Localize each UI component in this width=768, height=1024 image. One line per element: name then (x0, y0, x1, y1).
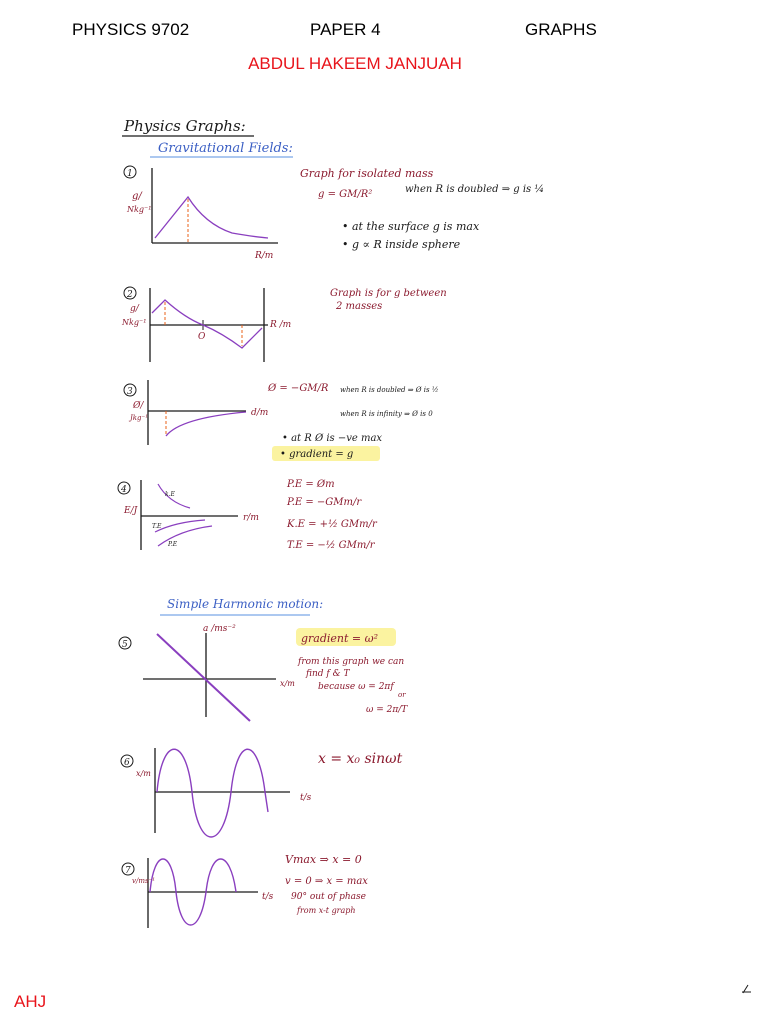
graph-6-curve (157, 749, 268, 837)
graph-1-curve (155, 197, 268, 238)
graph-5-note-6: ω = 2π/T (366, 705, 408, 715)
graph-5-xlabel: x/m (280, 679, 295, 688)
graph-2-note-2: 2 masses (336, 301, 383, 312)
graph-7-number: 7 (125, 866, 131, 876)
graph-2-ylabel: g/ (130, 304, 139, 314)
graph-5-note-5: or (398, 691, 406, 699)
graph-3 (124, 380, 439, 461)
graph-6-xlabel: t/s (300, 793, 312, 803)
graph-1-ylabel: g/ (132, 191, 142, 202)
graph-7-note-4: from x-t graph (297, 906, 356, 915)
graph-4 (118, 479, 378, 551)
graph-1-note-1: Graph for isolated mass (300, 167, 434, 180)
graph-5-note-4: because ω = 2πf (318, 682, 394, 692)
graph-3-xlabel: d/m (251, 408, 269, 418)
graph-5-note-1: gradient = ω² (301, 632, 379, 645)
graph-2-note-1: Graph is for g between (330, 288, 447, 299)
graph-5-ylabel: a /ms⁻² (203, 624, 236, 634)
graph-3-note-3: when R is infinity ⇒ Ø is 0 (340, 410, 433, 418)
graph-6-note-1: x = x₀ sinωt (318, 751, 403, 767)
graph-4-note-1: P.E = Øm (287, 479, 335, 490)
graph-3-yunit: Jkg⁻¹ (130, 414, 149, 422)
graph-4-note-3: K.E = +½ GMm/r (287, 519, 377, 530)
section-shm: Simple Harmonic motion: (167, 597, 324, 611)
graph-5-line (157, 634, 250, 721)
graph-4-ylabel: E/J (124, 506, 138, 516)
graph-4-te-label: T.E (152, 523, 162, 530)
graph-7-ylabel: v/ms⁻¹ (132, 877, 156, 885)
graph-1-note-4: • at the surface g is max (342, 220, 480, 233)
graph-5-note-2: from this graph we can (298, 657, 405, 667)
header-subject: PHYSICS 9702 (72, 20, 190, 39)
graph-2-xlabel: R /m (270, 320, 292, 330)
graph-5 (119, 624, 408, 721)
graph-1-xlabel: R/m (255, 251, 274, 261)
section-gravitational: Gravitational Fields: (158, 141, 293, 156)
graph-7-note-2: v = 0 ⇒ x = max (285, 876, 368, 887)
graph-4-xlabel: r/m (243, 513, 259, 523)
header-paper: PAPER 4 (310, 20, 381, 39)
pencil-mark (742, 985, 751, 993)
graph-4-note-2: P.E = −GMm/r (287, 497, 362, 508)
graph-1-yunit: Nkg⁻¹ (127, 205, 152, 214)
graph-4-pe-curve (158, 526, 212, 546)
author-name: ABDUL HAKEEM JANJUAH (248, 54, 462, 73)
graph-4-te-curve (155, 520, 205, 532)
graph-3-ylabel: Ø/ (133, 401, 144, 411)
graph-3-note-5: • gradient = g (280, 449, 354, 460)
graph-1-number: 1 (127, 169, 133, 179)
header-topic: GRAPHS (525, 20, 597, 39)
graph-4-note-4: T.E = −½ GMm/r (287, 540, 375, 551)
graph-7 (122, 853, 368, 928)
graph-1-note-2: g = GM/R² (318, 189, 373, 200)
graph-3-note-4: • at R Ø is −ve max (282, 433, 383, 444)
graph-3-note-1: Ø = −GM/R (268, 383, 329, 394)
graph-2-curve (152, 300, 262, 348)
notes-title: Physics Graphs: (124, 117, 246, 135)
graph-4-pe-label: P.E (168, 541, 178, 548)
graph-4-ke-label: k.E (165, 491, 175, 498)
graph-6-ylabel: x/m (136, 769, 151, 778)
graph-7-xlabel: t/s (262, 892, 274, 902)
graph-3-curve (166, 412, 246, 436)
graph-1 (124, 166, 544, 261)
graph-5-number: 5 (122, 640, 128, 650)
graph-7-note-1: Vmax ⇒ x = 0 (285, 853, 362, 866)
graph-4-number: 4 (121, 485, 127, 495)
graph-3-note-2: when R is doubled ⇒ Ø is ½ (340, 386, 439, 394)
graph-6 (121, 748, 403, 837)
graph-1-note-3: when R is doubled ⇒ g is ¼ (405, 184, 545, 195)
graph-2 (121, 287, 447, 362)
graph-2-number: 2 (127, 290, 133, 300)
graph-5-note-3: find f & T (306, 669, 350, 679)
footer-initials: AHJ (14, 992, 47, 1011)
graph-6-number: 6 (124, 758, 130, 768)
graph-3-number: 3 (127, 387, 133, 397)
graph-2-yunit: Nkg⁻¹ (122, 318, 147, 327)
graph-1-note-5: • g ∝ R inside sphere (342, 238, 461, 251)
graph-2-origin: O (198, 332, 206, 342)
graph-7-note-3: 90° out of phase (291, 892, 366, 902)
